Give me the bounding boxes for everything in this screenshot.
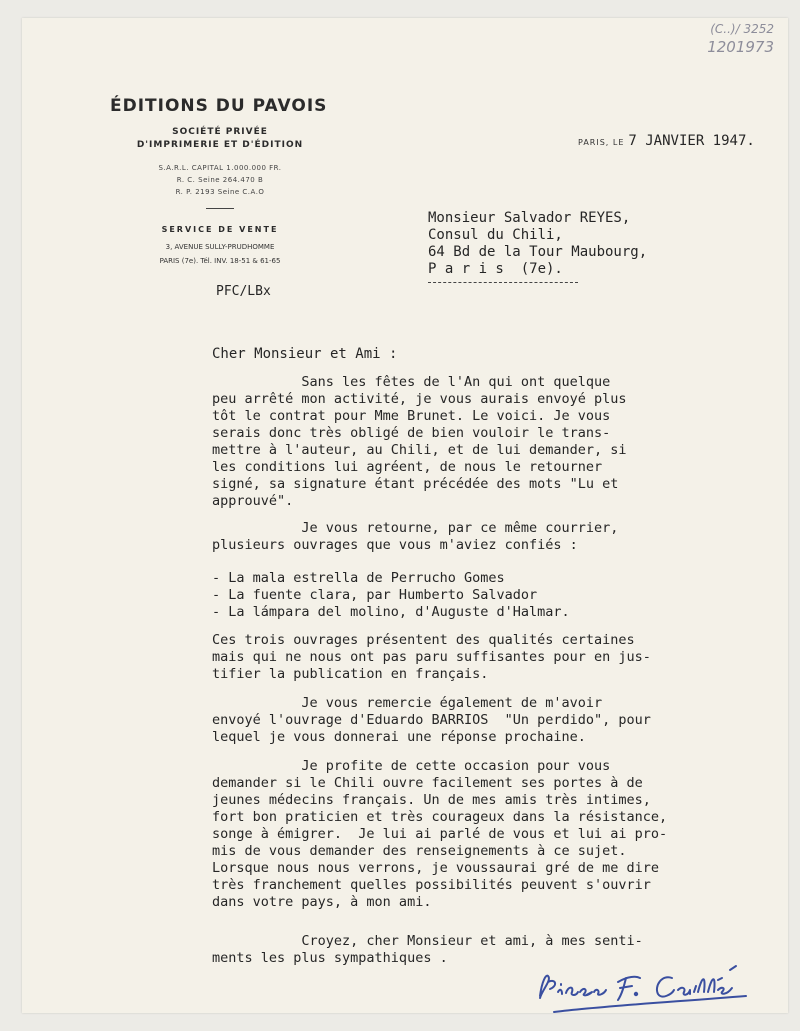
archive-ref-line1: (C..)/ 3252 (710, 22, 774, 36)
handwritten-signature (532, 956, 762, 1026)
addressee-underline (428, 282, 578, 283)
publisher-subtitle-line2: D'IMPRIMERIE ET D'ÉDITION (136, 140, 304, 150)
letterhead-divider (206, 208, 234, 209)
publisher-name: ÉDITIONS DU PAVOIS (110, 96, 328, 116)
sales-service-address (100, 240, 340, 268)
archive-reference (624, 20, 774, 56)
paragraph-assessment: Ces trois ouvrages présentent des qualités certaines mais qui ne nous ont pas paru suffisantes pour en jus- tifier la publication en français. (212, 632, 651, 682)
signature-drawing (532, 956, 762, 1026)
legal-capital: S.A.R.L. CAPITAL 1.000.000 FR. (158, 164, 282, 172)
letter-page (22, 18, 788, 1013)
archive-ref-line2: 1201973 (707, 38, 774, 56)
addressee-line1: Monsieur Salvador REYES, (428, 210, 631, 226)
address-line1: 3, AVENUE SULLY-PRUDHOMME (165, 243, 275, 251)
addressee-line4: P a r i s (7e). (428, 261, 563, 277)
paragraph-barrios: Je vous remercie également de m'avoir envoyé l'ouvrage d'Eduardo BARRIOS "Un perdido", pour lequel je vous donnerai une réponse prochaine. (212, 695, 651, 745)
reference-code: PFC/LBx (216, 284, 271, 299)
addressee-line2: Consul du Chili, (428, 227, 563, 243)
paragraph-doctors: Je profite de cette occasion pour vous demander si le Chili ouvre facilement ses portes à de jeunes médecins français. Un de mes amis très intimes, fort bon praticien et très courageux dans la résistance, songe à émigrer. Je lui ai parlé de vous et lui ai pro- mis de vous demander des renseignements à ce sujet. Lorsque nous nous verrons, je voussaurai gré de me dire très franchement quelles possibilités peuvent s'ouvrir dans votre pays, à mon ami. (212, 758, 668, 910)
salutation: Cher Monsieur et Ami : (212, 346, 398, 362)
date-place: PARIS, LE (578, 138, 625, 147)
paragraph-contract: Sans les fêtes de l'An qui ont quelque peu arrêté mon activité, je vous aurais envoyé plus tôt le contrat pour Mme Brunet. Le voici. Je vous serais donc très obligé de bien vouloir le trans- mettre à l'auteur, au Chili, et de lui demander, si les conditions lui agréent, de nous le retourner signé, sa signature étant précédée des mots "Lu et approuvé". (212, 374, 627, 509)
address-line2: PARIS (7e). Tél. INV. 18-51 & 61-65 (159, 257, 281, 265)
closing-formula: Croyez, cher Monsieur et ami, à mes senti- ments les plus sympathiques . (212, 933, 643, 966)
sales-service-heading: SERVICE DE VENTE (161, 225, 279, 234)
letterhead (100, 96, 340, 268)
addressee-line3: 64 Bd de la Tour Maubourg, (428, 244, 648, 260)
legal-rp: R. P. 2193 Seine C.A.O (175, 188, 265, 196)
legal-rc: R. C. Seine 264.470 B (176, 176, 264, 184)
legal-info (100, 162, 340, 198)
publisher-subtitle (100, 126, 340, 152)
paragraph-returned-works: Je vous retourne, par ce même courrier, plusieurs ouvrages que vous m'aviez confiés : (212, 520, 619, 553)
date-value: 7 JANVIER 1947. (628, 133, 755, 149)
addressee-block (428, 210, 647, 278)
publisher-subtitle-line1: SOCIÉTÉ PRIVÉE (172, 127, 268, 137)
letter-date (578, 132, 755, 150)
returned-works-list: - La mala estrella de Perrucho Gomes - La fuente clara, par Humberto Salvador - La lámpara del molino, d'Auguste d'Halmar. (212, 570, 570, 620)
